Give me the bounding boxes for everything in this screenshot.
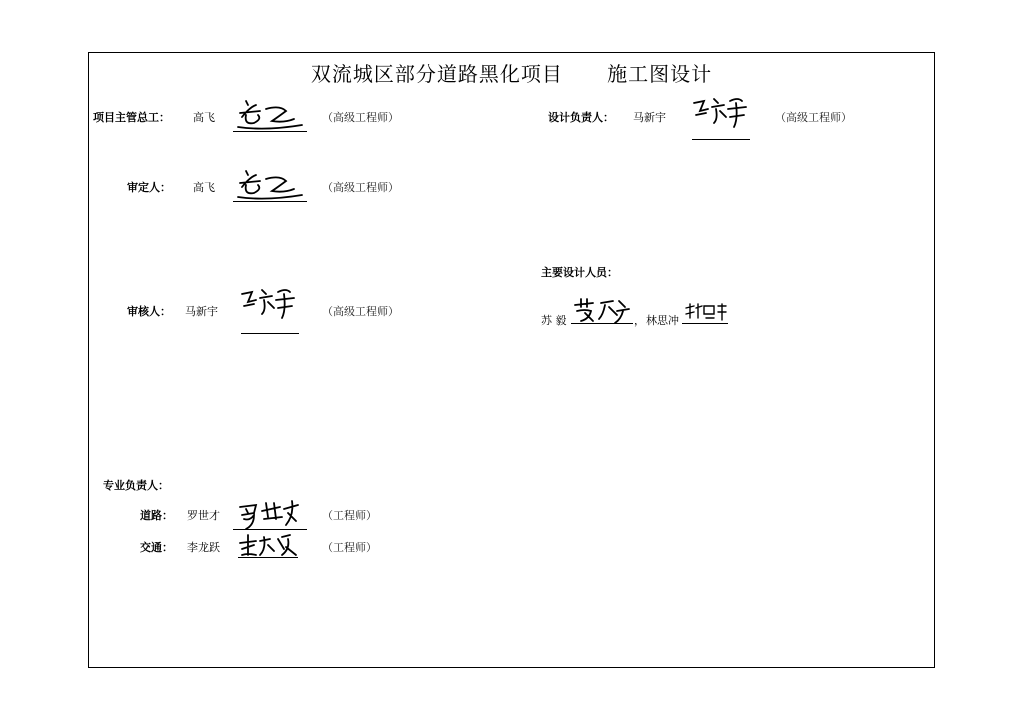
- main-designer-2-signature-line: [682, 323, 728, 324]
- reviewer-title: （高级工程师）: [322, 305, 399, 318]
- main-designer-2-name: 林思冲: [646, 314, 679, 327]
- approver-name: 高飞: [193, 181, 215, 194]
- traffic-label: 交通：: [140, 541, 173, 554]
- design-lead-name: 马新宇: [633, 111, 666, 124]
- design-lead-signature-line: [692, 139, 750, 140]
- signature-gaofei-1: [236, 97, 308, 131]
- chief-engineer-signature-line: [233, 131, 307, 132]
- document-frame: [88, 52, 935, 668]
- road-name: 罗世才: [187, 509, 220, 522]
- reviewer-signature-line: [241, 333, 299, 334]
- chief-engineer-name: 高飞: [193, 111, 215, 124]
- reviewer-name: 马新宇: [185, 305, 218, 318]
- design-lead-label: 设计负责人：: [548, 111, 614, 124]
- main-designer-1-signature-line: [571, 323, 633, 324]
- approver-signature-line: [233, 201, 307, 202]
- signature-suyi: [573, 297, 631, 325]
- road-title: （工程师）: [322, 509, 377, 522]
- document-title: 双流城区部分道路黑化项目 施工图设计: [310, 62, 713, 86]
- main-designer-1-name: 苏 毅: [541, 314, 567, 327]
- road-label: 道路：: [140, 509, 173, 522]
- signature-linsichong: [684, 302, 728, 322]
- signature-maxinyu-2: [690, 93, 752, 137]
- specialty-heading: 专业负责人：: [103, 479, 169, 492]
- traffic-title: （工程师）: [322, 541, 377, 554]
- chief-engineer-title: （高级工程师）: [322, 111, 399, 124]
- reviewer-label: 审核人：: [127, 305, 171, 318]
- main-designer-separator: ，: [634, 314, 645, 327]
- signature-gaofei-2: [236, 167, 308, 201]
- design-lead-title: （高级工程师）: [775, 111, 852, 124]
- road-signature-line: [233, 529, 307, 530]
- signature-luoshicai: [236, 497, 302, 531]
- chief-engineer-label: 项目主管总工：: [93, 111, 170, 124]
- traffic-signature-line: [238, 557, 298, 558]
- approver-title: （高级工程师）: [322, 181, 399, 194]
- signature-maxinyu-1: [238, 284, 300, 328]
- traffic-name: 李龙跃: [187, 541, 220, 554]
- main-designers-heading: 主要设计人员：: [541, 266, 618, 279]
- approver-label: 审定人：: [127, 181, 171, 194]
